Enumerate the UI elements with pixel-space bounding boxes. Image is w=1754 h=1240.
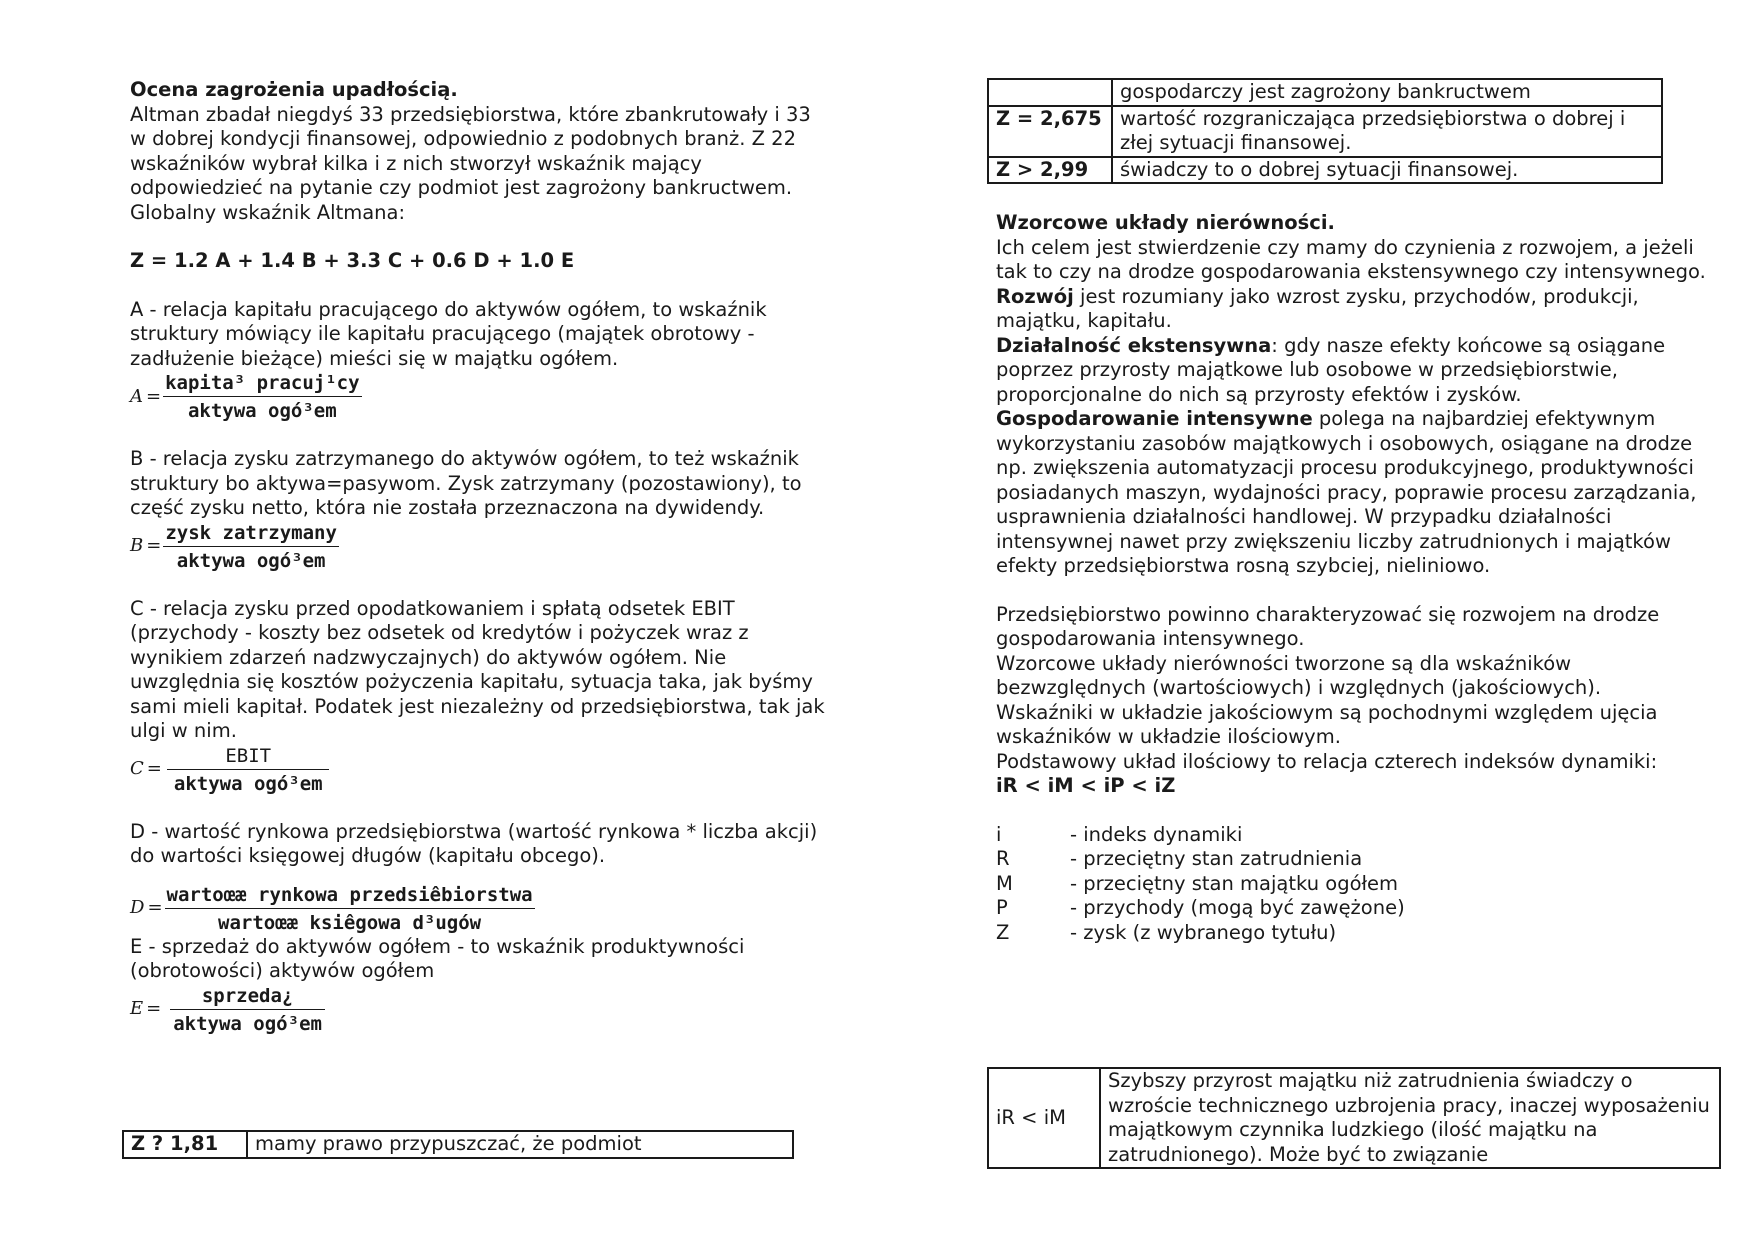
legend-key: i	[996, 822, 1002, 846]
paragraph-4: Wskaźniki w układzie jakościowym są pochodnymi względem ujęcia wskaźników w układzie ilościowym.	[996, 700, 1658, 748]
iR-iM-text: Szybszy przyrost majątku niż zatrudnienia świadczy o wzroście technicznego uzbrojenia pracy, inaczej wyposażeniu majątkowym czynnika ludzkiego (ilość majątku na zatrudnionego). Może być to związanie	[1100, 1068, 1720, 1168]
formula-E-label: E	[130, 998, 144, 1020]
z-cond-cell	[988, 79, 1112, 106]
z-threshold-table	[987, 78, 1663, 184]
legend-value: - przychody (mogą być zawężone)	[1070, 896, 1405, 919]
E-description: E - sprzedaż do aktywów ogółem - to wskaźnik produktywności (obrotowości) aktywów ogółem	[130, 934, 745, 982]
legend-item	[996, 872, 1716, 897]
formula-A-denominator: aktywa ogó³em	[187, 400, 337, 422]
formula-B-denominator: aktywa ogó³em	[176, 549, 326, 572]
altman-formula: Z = 1.2 A + 1.4 B + 3.3 C + 0.6 D + 1.0 E	[130, 249, 575, 272]
intensywne-text: polega na najbardziej efektywnym wykorzystaniu zasobów majątkowych i osobowych, osiągane na drodze np. zwiększenia automatyzacji procesu produkcyjnego, produktywności posiadanych maszyn, wydajności pracy, poprawie procesu zarządzania, usprawnienia działalności handlowej. W przypadku działalności intensywnej nawet przy zwiększeniu liczby zatrudnionych i majątków efekty przedsiębiorstwa rosną szybciej, nieliniowo.	[996, 407, 1697, 577]
paragraph-3: Wzorcowe układy nierówności tworzone są dla wskaźników bezwzględnych (wartościowych) i względnych (jakościowych).	[996, 651, 1602, 699]
formula-E-denominator: aktywa ogó³em	[173, 1012, 322, 1035]
table-row	[988, 106, 1662, 157]
iR-iM-box	[987, 1067, 1721, 1169]
table-row	[988, 79, 1662, 106]
legend-key: P	[996, 896, 1008, 919]
section-title-altman: Ocena zagrożenia upadłością.	[130, 78, 458, 101]
A-description: A - relacja kapitału pracującego do aktywów ogółem, to wskaźnik struktury mówiący ile kapitału pracującego (majątek obrotowy - zadłużenie bieżące) mieści się w majątku ogółem.	[130, 297, 767, 370]
ekstensywna-text: : gdy nasze efekty końcowe są osiągane poprzez przyrosty majątkowe lub osobowe w przedsiębiorstwie, proporcjonalne do nich są przyrosty efektów i zysków.	[996, 333, 1666, 406]
intensywne-term: Gospodarowanie intensywne	[996, 407, 1313, 430]
C-description: C - relacja zysku przed opodatkowaniem i spłatą odsetek EBIT (przychody - koszty bez odsetek od kredytów i pożyczek wraz z wynikiem zdarzeń nadzwyczajnych) do aktywów ogółem. Nie uwzględnia się kosztów pożyczenia kapitału, sytuacja taka, jak byśmy sami mieli kapitał. Podatek jest niezależny od przedsiębiorstwa, tak jak ulgi w nim.	[130, 596, 825, 742]
paragraph-2: Przedsiębiorstwo powinno charakteryzować się rozwojem na drodze gospodarowania intensywnego.	[996, 602, 1660, 650]
legend-item	[996, 921, 1716, 946]
paragraph-5: Podstawowy układ ilościowy to relacja czterech indeksów dynamiki:	[996, 749, 1658, 773]
z-text-cell: wartość rozgraniczająca przedsiębiorstwa o dobrej i złej sytuacji finansowej.	[1112, 106, 1662, 157]
inequality-formula: iR < iM < iP < iZ	[996, 774, 1176, 797]
z-threshold-table-start	[122, 1130, 794, 1159]
formula-D-numerator: wartoœæ rynkowa przedsiêbiorstwa	[165, 883, 535, 909]
formula-A-eq: =	[146, 385, 162, 407]
formula-E-eq: =	[146, 998, 162, 1020]
formula-C	[130, 744, 830, 796]
formula-C-label: C	[130, 758, 144, 780]
formula-C-numerator: EBIT	[167, 744, 329, 770]
legend-value: - przeciętny stan zatrudnienia	[1070, 847, 1363, 870]
inequalities-intro: Ich celem jest stwierdzenie czy mamy do czynienia z rozwojem, a jeżeli tak to czy na drodze gospodarowania ekstensywnego czy intensywnego.	[996, 235, 1706, 283]
formula-C-eq: =	[146, 758, 162, 780]
formula-E	[130, 984, 830, 1036]
table-row	[988, 1068, 1720, 1168]
legend-key: Z	[996, 920, 1010, 944]
right-column	[996, 211, 1716, 945]
z-text-cell: gospodarczy jest zagrożony bankructwem	[1112, 79, 1662, 106]
formula-B-label: B	[130, 535, 144, 557]
legend-value: - zysk (z wybranego tytułu)	[1070, 920, 1337, 944]
D-description: D - wartość rynkowa przedsiębiorstwa (wartość rynkowa * liczba akcji) do wartości księgowej długów (kapitału obcego).	[130, 819, 818, 867]
iR-iM-label: iR < iM	[988, 1068, 1100, 1168]
table-row	[988, 157, 1662, 184]
B-description: B - relacja zysku zatrzymanego do aktywów ogółem, to też wskaźnik struktury bo aktywa=pasywom. Zysk zatrzymany (pozostawiony), to część zysku netto, która nie została przeznaczona na dywidendy.	[130, 447, 802, 519]
formula-A	[130, 371, 830, 423]
legend-value: - przeciętny stan majątku ogółem	[1070, 871, 1399, 895]
formula-D-label: D	[130, 897, 145, 919]
formula-D	[130, 883, 830, 935]
formula-B	[130, 521, 830, 573]
rozwoj-term: Rozwój	[996, 284, 1074, 308]
z-cond-cell: Z ? 1,81	[123, 1131, 247, 1158]
ekstensywna-term: Działalność ekstensywna	[996, 333, 1272, 357]
table-row	[123, 1131, 793, 1158]
formula-B-eq: =	[146, 535, 162, 557]
legend-item	[996, 847, 1716, 872]
formula-A-label: A	[130, 385, 143, 407]
formula-A-numerator: kapita³ pracuj¹cy	[163, 371, 361, 397]
legend-key: M	[996, 871, 1013, 895]
legend-item	[996, 823, 1716, 848]
left-column	[130, 78, 830, 1036]
formula-E-numerator: sprzeda¿	[170, 984, 326, 1010]
formula-D-eq: =	[147, 897, 163, 919]
formula-C-denominator: aktywa ogó³em	[173, 772, 323, 795]
formula-B-numerator: zysk zatrzymany	[163, 521, 339, 547]
legend-value: - indeks dynamiki	[1070, 822, 1243, 846]
intensywne-paragraph	[996, 407, 1716, 579]
z-text-cell: mamy prawo przypuszczać, że podmiot	[247, 1131, 793, 1158]
z-text-cell: świadczy to o dobrej sytuacji finansowej.	[1112, 157, 1662, 184]
z-cond-cell: Z = 2,675	[988, 106, 1112, 157]
z-cond-cell: Z > 2,99	[988, 157, 1112, 184]
legend-key: R	[996, 847, 1010, 870]
rozwoj-text: jest rozumiany jako wzrost zysku, przychodów, produkcji, majątku, kapitału.	[996, 284, 1639, 332]
legend-item	[996, 896, 1716, 921]
rozwoj-paragraph	[996, 285, 1716, 334]
altman-intro: Altman zbadał niegdyś 33 przedsiębiorstwa, które zbankrutowały i 33 w dobrej kondycji finansowej, odpowiednio z podobnych branż. Z 22 wskaźników wybrał kilka i z nich stworzył wskaźnik mający odpowiedzieć na pytanie czy podmiot jest zagrożony bankructwem. Globalny wskaźnik Altmana:	[130, 102, 811, 224]
formula-D-denominator: wartoœæ ksiêgowa d³ugów	[218, 911, 482, 934]
ekstensywna-paragraph	[996, 334, 1716, 408]
section-title-inequalities: Wzorcowe układy nierówności.	[996, 211, 1335, 234]
